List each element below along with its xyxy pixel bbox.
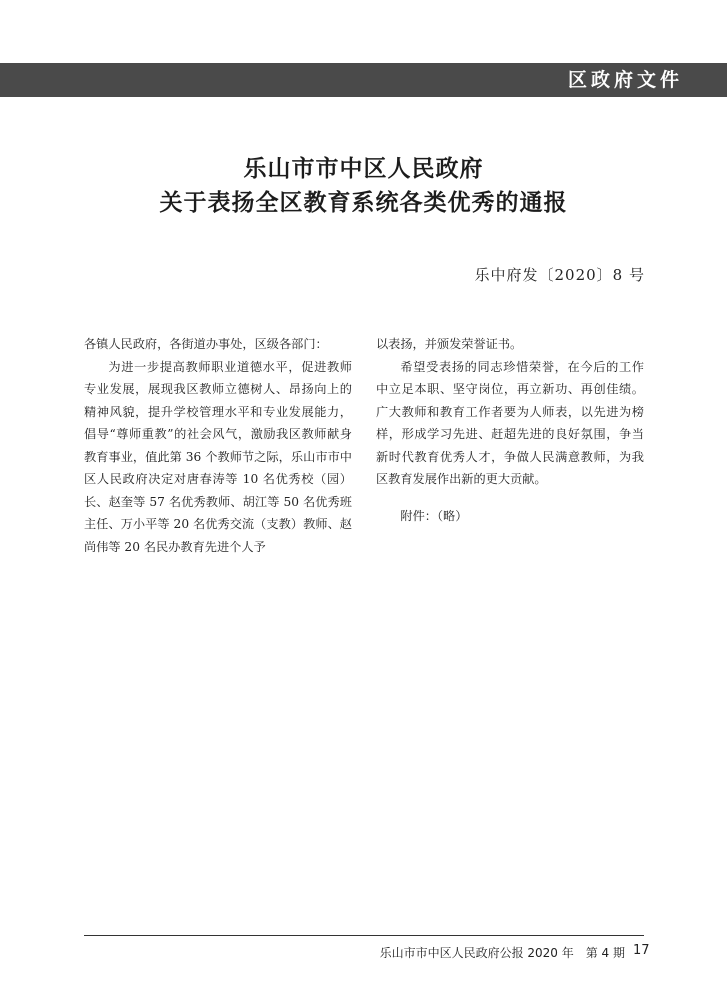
attachment-note: 附件：（略） <box>400 508 468 523</box>
document-title-line-2: 关于表扬全区教育系统各类优秀的通报 <box>159 189 568 216</box>
salutation: 各镇人民政府，各街道办事处，区级各部门： <box>84 337 328 351</box>
footer-divider <box>84 935 644 936</box>
page-number: 17 <box>633 943 650 958</box>
section-label: 区政府文件 <box>567 69 683 91</box>
body-column-left <box>84 333 352 558</box>
body-paragraph-1-continued: 以表扬，并颁发荣誉证书。 <box>376 337 523 351</box>
header-band <box>0 63 727 97</box>
document-number: 乐中府发〔2020〕8 号 <box>474 266 645 284</box>
document-title-line-1: 乐山市市中区人民政府 <box>243 155 484 182</box>
footer-publication: 乐山市市中区人民政府公报 2020 年 第 4 期 <box>379 946 625 960</box>
body-paragraph-2: 希望受表扬的同志珍惜荣誉，在今后的工作中立足本职、坚守岗位，再立新功、再创佳绩。广大教师和教育工作者要为人师表，以先进为榜样，形成学习先进、赶超先进的良好氛围，争当新时代教育优秀人才，争做人民满意教师，为我区教育发展作出新的更大贡献。 <box>376 359 644 486</box>
body-paragraph-1: 为进一步提高教师职业道德水平，促进教师专业发展，展现我区教师立德树人、昂扬向上的精神风貌，提升学校管理水平和专业发展能力，倡导“尊师重教”的社会风气，激励我区教师献身教育事业，值此第 36 个教师节之际，乐山市市中区人民政府决定对唐春涛等 10 名优秀校（园）长、赵奎等 57 名优秀教师、胡江等 50 名优秀班主任、万小平等 20 名优秀交流（支教）教师、赵尚伟等 20 名民办教育先进个人予 <box>84 359 352 554</box>
body-column-right <box>376 333 644 527</box>
